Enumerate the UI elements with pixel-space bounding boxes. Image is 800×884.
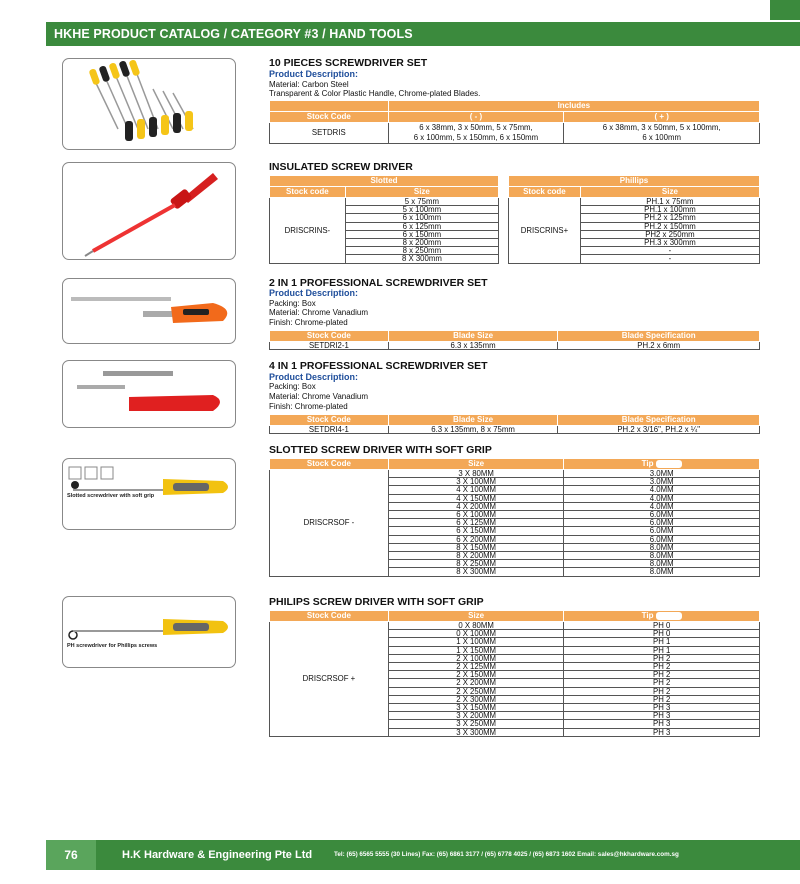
- th-phillips: Phillips: [509, 176, 760, 187]
- table-2in1: [269, 330, 760, 350]
- cell-size: PH.2 x 125mm: [580, 214, 759, 222]
- cell-plus: [564, 123, 760, 144]
- cell-tip: 6.0MM: [564, 519, 760, 527]
- philips-soft-grip-image: [63, 597, 236, 668]
- cell-size: 8 X 150MM: [388, 543, 564, 551]
- cell-size: 0 X 80MM: [388, 622, 564, 630]
- th-blank: [270, 101, 389, 112]
- section-title-philips-soft: PHILIPS SCREW DRIVER WITH SOFT GRIP: [269, 596, 484, 608]
- cell-size: 3 X 250MM: [388, 720, 564, 728]
- cell-plus-line: 6 x 100mm: [642, 133, 681, 142]
- desc-line: Finish: Chrome-plated: [269, 402, 348, 411]
- cell-size: 8 X 300MM: [388, 568, 564, 576]
- th-size: Size: [345, 187, 498, 198]
- cell-size: PH.3 x 300mm: [580, 239, 759, 247]
- desc-line: Material: Chrome Vanadium: [269, 308, 369, 317]
- desc-line: Material: Carbon Steel: [269, 80, 349, 89]
- cell-size: 6 X 100MM: [388, 511, 564, 519]
- cell-tip: PH 2: [564, 663, 760, 671]
- th-size: Size: [580, 187, 759, 198]
- product-desc-label: Product Description:: [269, 372, 359, 382]
- cell-size: 6 x 100mm: [345, 214, 498, 222]
- cell-size: 3 X 150MM: [388, 704, 564, 712]
- cell-size: 6 x 125mm: [345, 222, 498, 230]
- cell-size: 2 X 125MM: [388, 663, 564, 671]
- cell-tip: PH 2: [564, 671, 760, 679]
- th-tip: [564, 459, 760, 470]
- photo-slotted-soft: [62, 458, 236, 530]
- corner-accent: [770, 0, 800, 20]
- photo-philips-soft: [62, 596, 236, 668]
- cell-size: 3 X 80MM: [388, 470, 564, 478]
- th-stock-code: Stock code: [509, 187, 581, 198]
- cell-size: 3 X 200MM: [388, 712, 564, 720]
- cell-stock-code: DRISCRSOF +: [270, 622, 389, 737]
- th-blade-size: Blade Size: [388, 415, 558, 426]
- th-stock-code: Stock Code: [270, 331, 389, 342]
- th-stock-code: Stock code: [270, 187, 346, 198]
- table-row: [270, 198, 499, 206]
- cell-tip: 3.0MM: [564, 470, 760, 478]
- th-blade-size: Blade Size: [388, 331, 558, 342]
- cell-tip: 6.0MM: [564, 511, 760, 519]
- cell-tip: PH 1: [564, 638, 760, 646]
- cell-blade-size: 6.3 x 135mm, 8 x 75mm: [388, 426, 558, 434]
- cell-stock-code: SETDRIS: [270, 123, 389, 144]
- cell-tip: 8.0MM: [564, 568, 760, 576]
- photo-caption: PH screwdriver for Phillips screws: [67, 643, 158, 649]
- cell-size: 2 X 150MM: [388, 671, 564, 679]
- cell-tip: PH 3: [564, 720, 760, 728]
- left-margin: [0, 0, 46, 884]
- desc-line: Material: Chrome Vanadium: [269, 392, 369, 401]
- th-tip-label: Tip: [641, 459, 654, 468]
- th-tip-label: Tip: [641, 611, 654, 620]
- desc-line: Packing: Box: [269, 382, 316, 391]
- cell-size: -: [580, 255, 759, 263]
- table-row: [270, 622, 760, 630]
- desc-line: Transparent & Color Plastic Handle, Chrome-plated Blades.: [269, 89, 481, 98]
- cell-size: 5 x 100mm: [345, 206, 498, 214]
- cell-tip: PH 3: [564, 728, 760, 736]
- cell-size: PH.1 x 100mm: [580, 206, 759, 214]
- page-header: [46, 22, 800, 46]
- page-number: 76: [46, 840, 96, 870]
- cell-tip: PH 2: [564, 654, 760, 662]
- cell-blade-spec: PH.2 x 6mm: [558, 342, 760, 350]
- cell-stock-code: SETDRI4-1: [270, 426, 389, 434]
- th-slotted: Slotted: [270, 176, 499, 187]
- cell-size: -: [580, 247, 759, 255]
- cell-tip: 4.0MM: [564, 494, 760, 502]
- cell-tip: 4.0MM: [564, 502, 760, 510]
- th-includes: Includes: [388, 101, 759, 112]
- table-insulated-phillips: [508, 175, 760, 264]
- cell-size: 8 x 250mm: [345, 247, 498, 255]
- photo-caption: Slotted screwdriver with soft grip: [67, 493, 155, 499]
- cell-stock-code: DRISCRINS+: [509, 198, 581, 264]
- table-row: [270, 470, 760, 478]
- cell-size: PH.1 x 75mm: [580, 198, 759, 206]
- section-title-insulated: INSULATED SCREW DRIVER: [269, 161, 413, 173]
- photo-insulated: [62, 162, 236, 260]
- 2in1-screwdriver-image: [63, 279, 236, 344]
- photo-2in1: [62, 278, 236, 344]
- cell-size: 3 X 300MM: [388, 728, 564, 736]
- cell-size: 3 X 100MM: [388, 478, 564, 486]
- cell-size: 6 X 200MM: [388, 535, 564, 543]
- company-name: H.K Hardware & Engineering Pte Ltd: [122, 849, 313, 861]
- cell-stock-code: SETDRI2-1: [270, 342, 389, 350]
- th-blade-spec: Blade Specification: [558, 415, 760, 426]
- desc-line: Packing: Box: [269, 299, 316, 308]
- cell-stock-code: DRISCRSOF -: [270, 470, 389, 577]
- cell-minus: [388, 123, 564, 144]
- table-philips-soft: [269, 610, 760, 737]
- cell-tip: PH 2: [564, 695, 760, 703]
- photo-4in1: [62, 360, 236, 428]
- cell-tip: PH 2: [564, 687, 760, 695]
- cell-size: 2 X 250MM: [388, 687, 564, 695]
- th-size: Size: [388, 611, 564, 622]
- th-blade-spec: Blade Specification: [558, 331, 760, 342]
- table-4in1: [269, 414, 760, 434]
- cell-tip: 3.0MM: [564, 478, 760, 486]
- table-10pc-set: [269, 100, 760, 144]
- cell-tip: 4.0MM: [564, 486, 760, 494]
- th-minus: ( - ): [388, 112, 564, 123]
- section-title-2in1: 2 IN 1 PROFESSIONAL SCREWDRIVER SET: [269, 277, 488, 289]
- cell-size: 2 X 200MM: [388, 679, 564, 687]
- cell-minus-line: 6 x 100mm, 5 x 150mm, 6 x 150mm: [413, 133, 539, 142]
- th-size: Size: [388, 459, 564, 470]
- cell-tip: 6.0MM: [564, 535, 760, 543]
- cell-size: 2 X 300MM: [388, 695, 564, 703]
- page-footer: [46, 840, 800, 870]
- th-tip: [564, 611, 760, 622]
- cell-tip: PH 0: [564, 630, 760, 638]
- contact-info: Tel: (65) 6565 5555 (30 Lines) Fax: (65) 6861 3177 / (65) 6778 4025 / (65) 6873 1602 Email: sales@hkhardware.com.sg: [334, 851, 679, 858]
- slotted-tip-icon: [656, 460, 682, 468]
- cell-size: 4 X 150MM: [388, 494, 564, 502]
- cell-tip: 6.0MM: [564, 527, 760, 535]
- th-stock-code: Stock Code: [270, 611, 389, 622]
- product-desc-label: Product Description:: [269, 288, 359, 298]
- insulated-screwdriver-image: [63, 163, 236, 260]
- cell-tip: PH 3: [564, 712, 760, 720]
- cell-size: 4 X 200MM: [388, 502, 564, 510]
- cell-size: 8 X 200MM: [388, 552, 564, 560]
- section-title-10pc: 10 PIECES SCREWDRIVER SET: [269, 57, 428, 69]
- cell-minus-line: 6 x 38mm, 3 x 50mm, 5 x 75mm,: [419, 123, 533, 132]
- cell-stock-code: DRISCRINS-: [270, 198, 346, 264]
- th-plus: ( + ): [564, 112, 760, 123]
- product-desc-label: Product Description:: [269, 69, 359, 79]
- table-slotted-soft: [269, 458, 760, 577]
- slotted-soft-grip-image: [63, 459, 236, 530]
- cell-size: 6 X 125MM: [388, 519, 564, 527]
- photo-10pc-set: [62, 58, 236, 150]
- cell-size: PH2 x 250mm: [580, 230, 759, 238]
- section-title-slotted-soft: SLOTTED SCREW DRIVER WITH SOFT GRIP: [269, 444, 492, 456]
- table-row: [509, 198, 760, 206]
- phillips-tip-icon: [656, 612, 682, 620]
- cell-tip: 8.0MM: [564, 543, 760, 551]
- cell-size: 8 X 250MM: [388, 560, 564, 568]
- cell-tip: 8.0MM: [564, 552, 760, 560]
- desc-line: Finish: Chrome-plated: [269, 318, 348, 327]
- cell-tip: PH 1: [564, 646, 760, 654]
- th-stock-code: Stock Code: [270, 459, 389, 470]
- cell-blade-size: 6.3 x 135mm: [388, 342, 558, 350]
- page-title: HKHE PRODUCT CATALOG / CATEGORY #3 / HAND TOOLS: [54, 27, 413, 41]
- cell-size: 6 x 150mm: [345, 230, 498, 238]
- cell-size: 6 X 150MM: [388, 527, 564, 535]
- section-title-4in1: 4 IN 1 PROFESSIONAL SCREWDRIVER SET: [269, 360, 488, 372]
- cell-tip: PH 2: [564, 679, 760, 687]
- cell-size: 2 X 100MM: [388, 654, 564, 662]
- cell-size: PH.2 x 150mm: [580, 222, 759, 230]
- cell-tip: PH 0: [564, 622, 760, 630]
- cell-size: 1 X 100MM: [388, 638, 564, 646]
- cell-blade-spec: PH.2 x 3/16", PH.2 x ¼": [558, 426, 760, 434]
- th-stock-code: Stock Code: [270, 112, 389, 123]
- cell-tip: PH 3: [564, 704, 760, 712]
- cell-size: 1 X 150MM: [388, 646, 564, 654]
- cell-size: 0 X 100MM: [388, 630, 564, 638]
- cell-size: 8 x 200mm: [345, 239, 498, 247]
- cell-plus-line: 6 x 38mm, 3 x 50mm, 5 x 100mm,: [602, 123, 721, 132]
- table-insulated-slotted: [269, 175, 499, 264]
- screwdriver-set-image: [63, 59, 236, 150]
- th-stock-code: Stock Code: [270, 415, 389, 426]
- cell-tip: 8.0MM: [564, 560, 760, 568]
- cell-size: 4 X 100MM: [388, 486, 564, 494]
- 4in1-screwdriver-image: [63, 361, 236, 428]
- cell-size: 5 x 75mm: [345, 198, 498, 206]
- cell-size: 8 X 300mm: [345, 255, 498, 263]
